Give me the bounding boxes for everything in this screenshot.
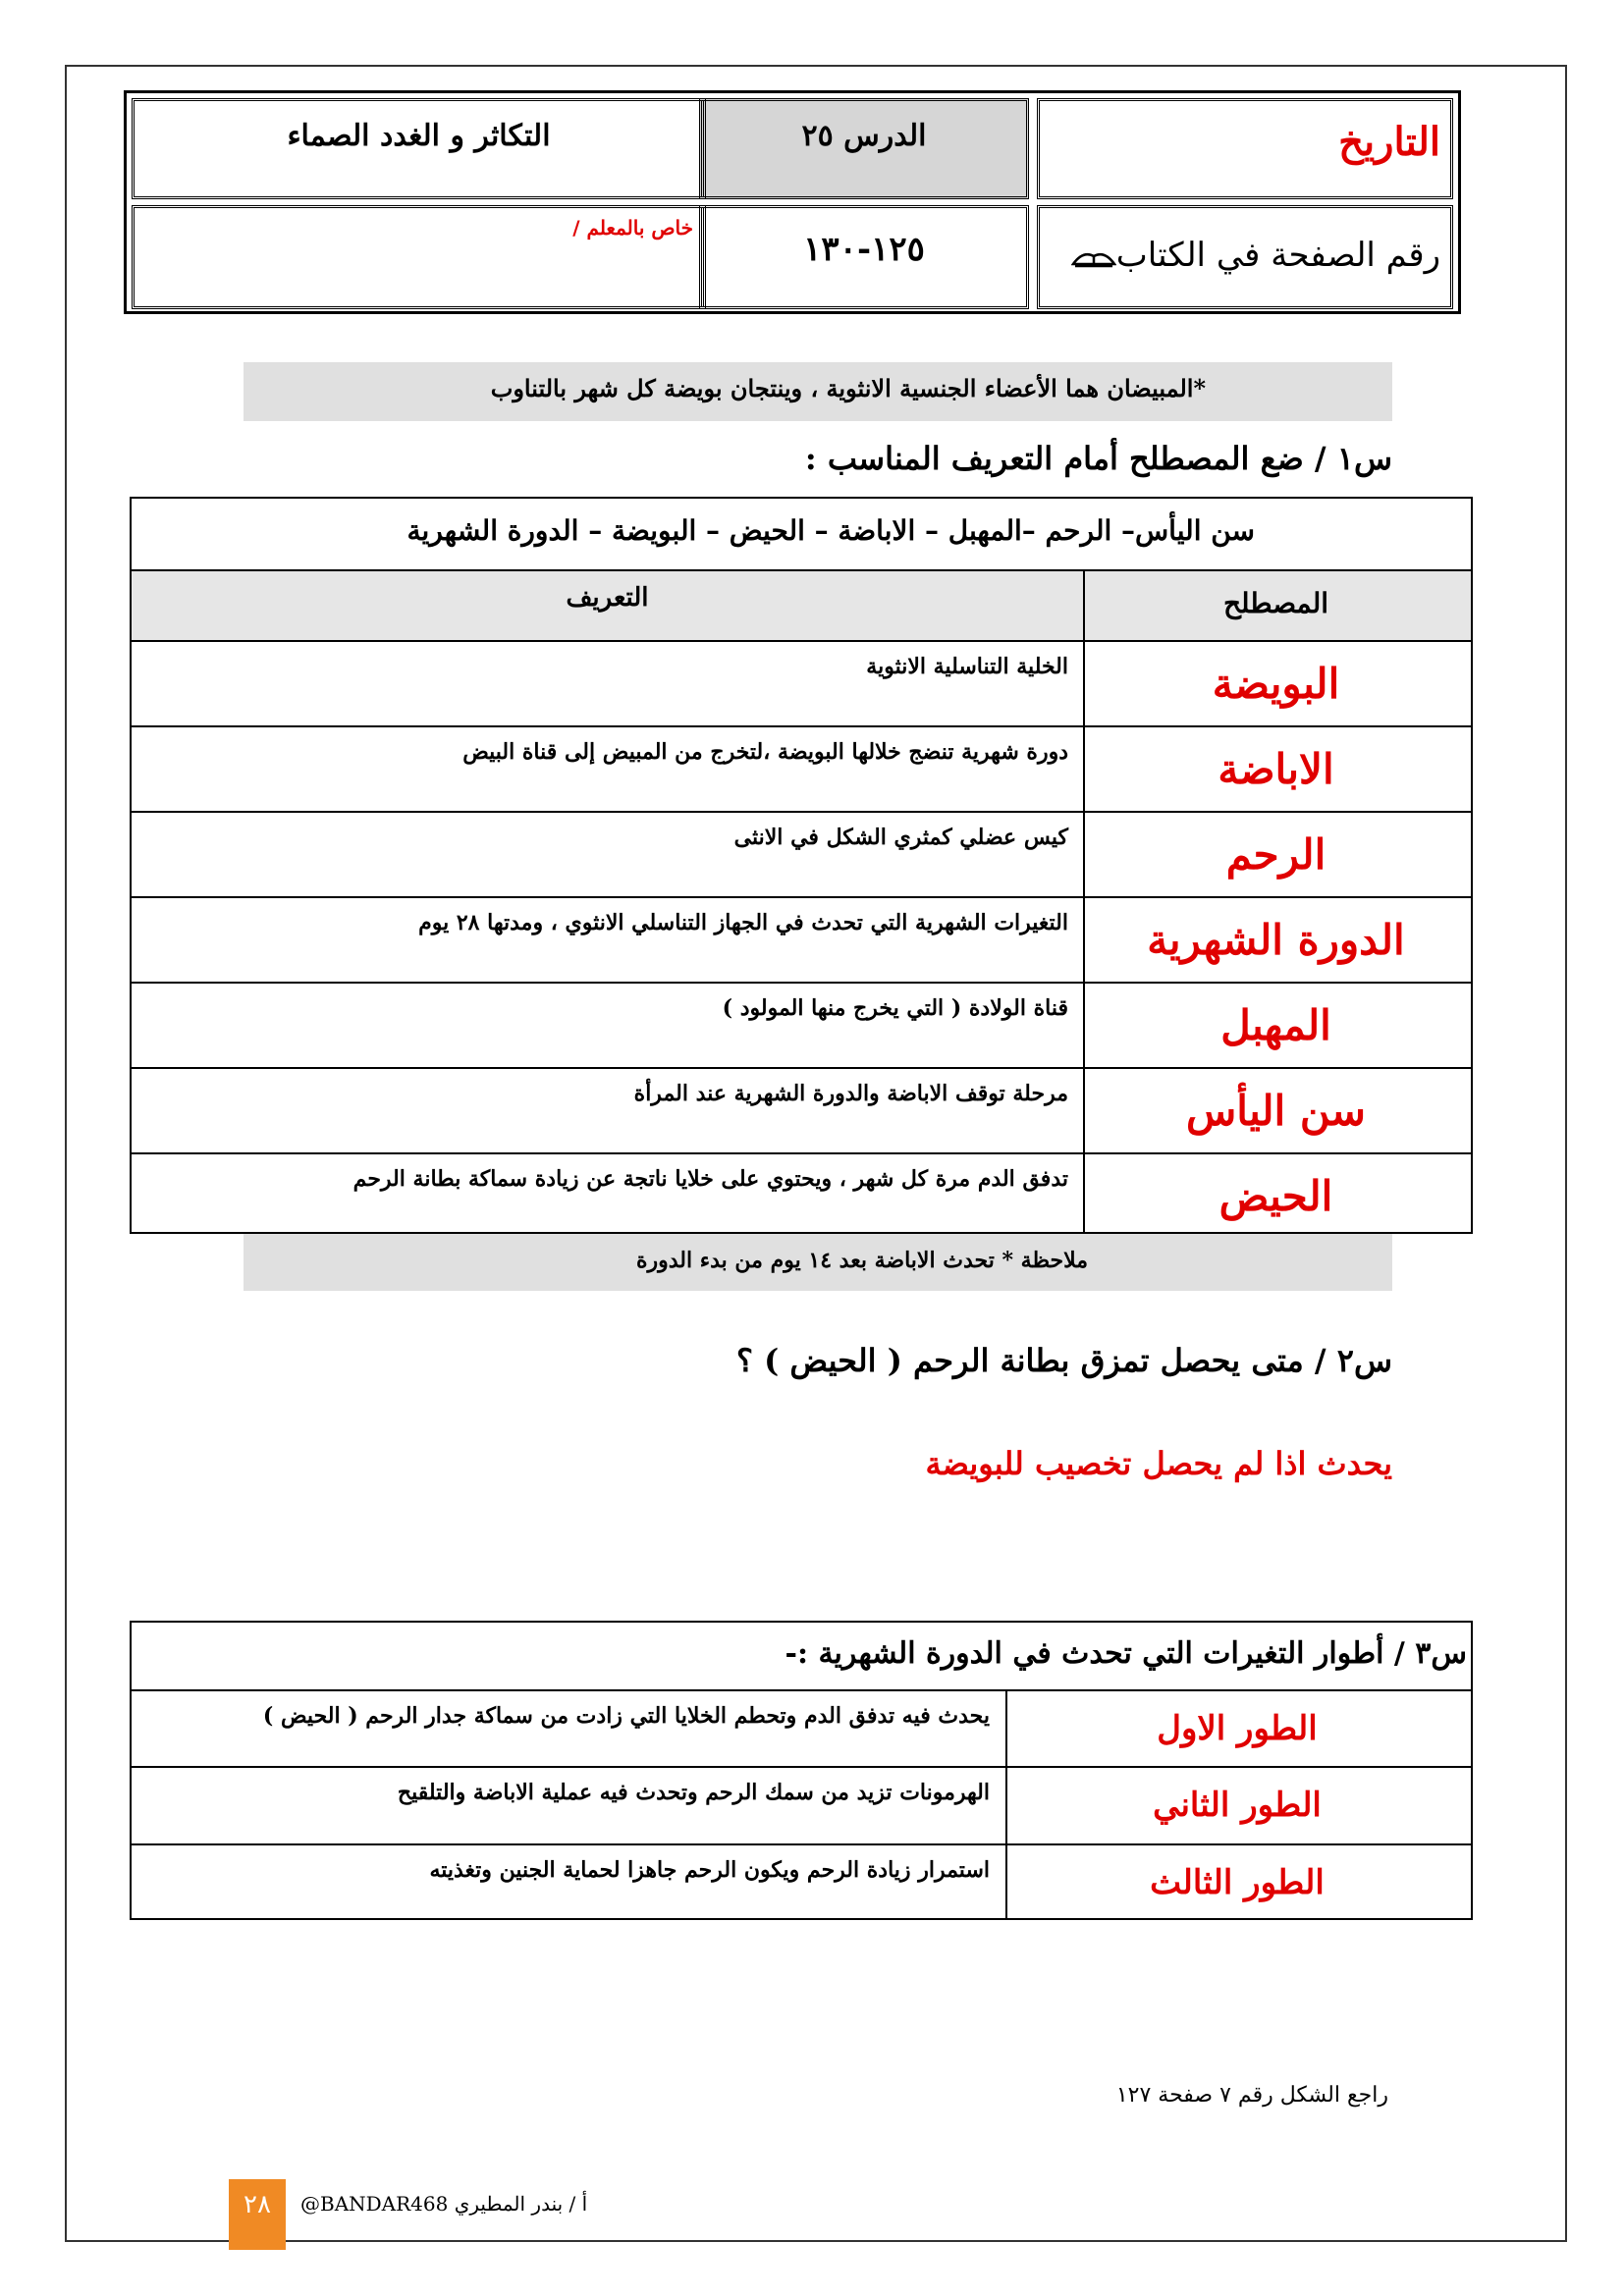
definition-cell: دورة شهرية تنضج خلالها البويضة ،لتخرج من المبيض إلى قناة البيض <box>462 739 1068 765</box>
terms-table <box>130 497 1473 1234</box>
stage-description: يحدث فيه تدفق الدم وتحطم الخلايا التي زادت من سماكة جدار الرحم ( الحيض ) <box>262 1703 990 1729</box>
question-3-title: س٣ / أطوار التغيرات التي تحدث في الدورة الشهرية :- <box>785 1636 1467 1671</box>
teacher-label: خاص بالمعلم / <box>572 216 693 240</box>
teacher-cell <box>132 205 706 309</box>
col-term-header: المصطلح <box>1222 587 1329 619</box>
table-row <box>132 1689 1471 1766</box>
intro-note: *المبيضان هما الأعضاء الجنسية الانثوية ، وينتجان بويضة كل شهر بالتناوب <box>490 374 1206 402</box>
footer-author-line <box>300 2192 587 2216</box>
term-cell: البويضة <box>1212 660 1340 708</box>
definition-cell: التغيرات الشهرية التي تحدث في الجهاز التناسلي الانثوي ، ومدتها ٢٨ يوم <box>418 910 1068 935</box>
term-cell: الاباضة <box>1218 745 1334 793</box>
lesson-title-cell <box>132 98 706 199</box>
stage-description: استمرار زيادة الرحم ويكون الرحم جاهزا لحماية الجنين وتغذيته <box>429 1857 990 1883</box>
term-cell: الدورة الشهرية <box>1147 916 1405 964</box>
lesson-number: الدرس ٢٥ <box>801 119 927 153</box>
question-1-title: س١ / ضع المصطلح أمام التعريف المناسب : <box>804 440 1392 477</box>
stage-description: الهرمونات تزيد من سمك الرحم وتحدث فيه عملية الاباضة والتلقيح <box>397 1780 990 1805</box>
table-row <box>132 896 1471 982</box>
table-row <box>132 811 1471 896</box>
date-cell <box>1037 98 1453 199</box>
footer-author: أ / بندر المطيري <box>454 2192 588 2216</box>
figure-reference: راجع الشكل رقم ٧ صفحة ١٢٧ <box>1115 2083 1388 2108</box>
stage-name: الطور الاول <box>1157 1709 1318 1748</box>
stage-name: الطور الثالث <box>1150 1863 1325 1902</box>
table-row <box>132 1152 1471 1236</box>
table-row <box>132 1843 1471 1922</box>
page-ref-label <box>1071 236 1440 275</box>
column-divider <box>1005 1689 1007 1918</box>
word-bank: سن اليأس– الرحم –المهبل – الاباضة – الحيض – البويضة – الدورة الشهرية <box>406 514 1255 547</box>
term-cell: المهبل <box>1220 1001 1331 1049</box>
lesson-number-cell <box>699 98 1029 199</box>
question-2-answer: يحدث اذا لم يحصل تخصيب للبويضة <box>925 1445 1392 1482</box>
table-row <box>132 982 1471 1067</box>
term-cell: الرحم <box>1225 830 1326 879</box>
table-row <box>132 725 1471 811</box>
table-row <box>132 1766 1471 1843</box>
page-range-cell <box>699 205 1029 309</box>
lesson-header-table <box>124 90 1461 314</box>
intro-note-band <box>244 362 1392 421</box>
stages-table <box>130 1621 1473 1920</box>
column-divider <box>1083 569 1085 1232</box>
table-row <box>132 1067 1471 1152</box>
col-definition-header: التعريف <box>566 583 649 613</box>
page-range: ١٢٥-١٣٠ <box>803 230 925 269</box>
definition-cell: تدفق الدم مرة كل شهر ، ويحتوي على خلايا ناتجة عن زيادة سماكة بطانة الرحم <box>352 1166 1068 1192</box>
definition-cell: قناة الولادة ( التي يخرج منها المولود ) <box>722 995 1068 1021</box>
date-label: التاريخ <box>1338 119 1440 165</box>
stage-name: الطور الثاني <box>1153 1786 1322 1825</box>
table-header-row <box>132 569 1471 640</box>
question-2-title: س٢ / متى يحصل تمزق بطانة الرحم ( الحيض ) ؟ <box>735 1342 1392 1379</box>
definition-cell: مرحلة توقف الاباضة والدورة الشهرية عند المرأة <box>633 1081 1068 1106</box>
page-number: ٢٨ <box>229 2179 286 2250</box>
page-ref-cell <box>1037 205 1453 309</box>
term-cell: الحيض <box>1218 1172 1333 1220</box>
table-row <box>132 640 1471 725</box>
definition-cell: الخلية التناسلية الانثوية <box>866 654 1068 679</box>
book-icon <box>1071 236 1116 275</box>
definition-cell: كيس عضلي كمثري الشكل في الانثى <box>733 825 1068 850</box>
lesson-title: التكاثر و الغدد الصماء <box>287 119 551 153</box>
footer-handle: @BANDAR468 <box>300 2192 449 2216</box>
q1-note-band <box>244 1234 1392 1291</box>
page-ref-text: رقم الصفحة في الكتاب <box>1115 236 1440 275</box>
term-cell: سن اليأس <box>1186 1087 1366 1135</box>
q1-note: ملاحظة * تحدث الاباضة بعد ١٤ يوم من بدء الدورة <box>635 1248 1088 1273</box>
